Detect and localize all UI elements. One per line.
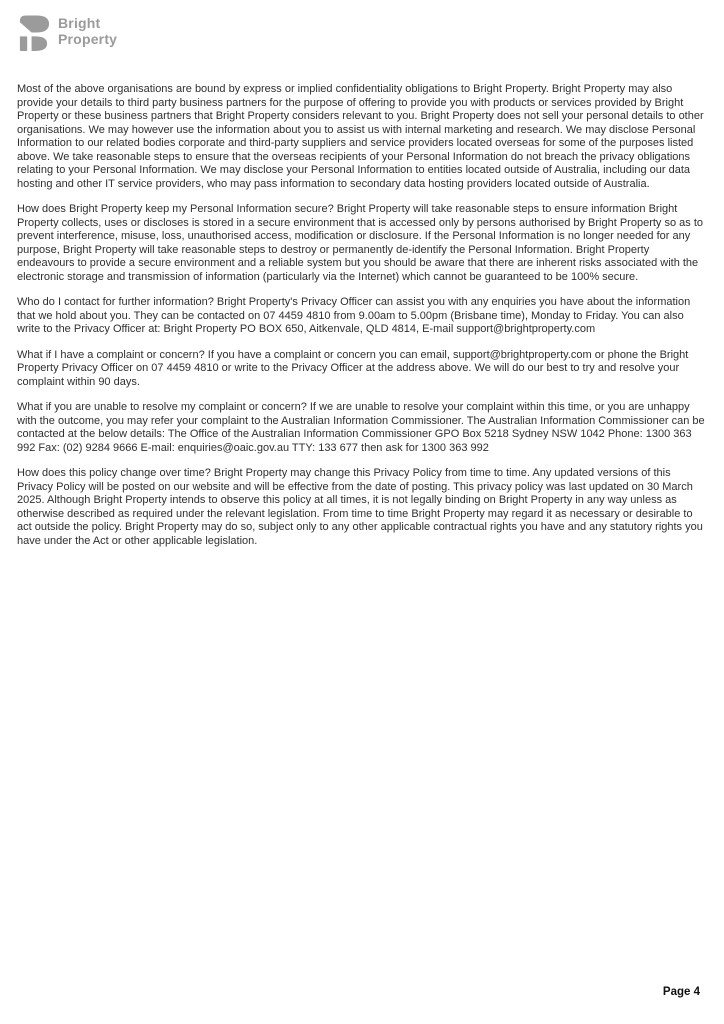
paragraph-contact-privacy-officer: Who do I contact for further information? Bright Property's Privacy Officer can assist you with any enquiries you have about the information that we hold about you. They can be contacted on 07 4459 4810 from 9.00am to 5.00pm (Brisbane time), Monday to Friday. You can also write to the Privacy Officer at: Bright Property PO BOX 650, Aitkenvale, QLD 4814, E-mail support@brightproperty.com xyxy=(17,296,691,335)
paragraph-unresolved-complaint: What if you are unable to resolve my complaint or concern? If we are unable to resolve your complaint within this time, or you are unhappy with the outcome, you may refer your complaint to the Australian Information Commissioner. The Australian Information Commissioner can be contacted at the below details: The Office of the Australian Information Commissioner GPO Box 5218 Sydney NSW 1042 Phone: 1300 363 992 Fax: (02) 9284 9666 E-mail: enquiries@oaic.gov.au TTY: 133 677 then ask for 1300 363 992 xyxy=(17,401,705,454)
paragraph-third-party-disclosure: Most of the above organisations are bound by express or implied confidentiality obligations to Bright Property. Bright Property may also provide your details to third party business partners for the purpose of offering to provide you with products or services provided by Bright Property or these business partners that Bright Property considers relevant to you. Bright Property does not sell your personal details to other organisations. We may however use the information about you to assist us with internal marketing and research. We may disclose Personal Information to our related bodies corporate and third-party suppliers and service providers located overseas for some of the purposes listed above. We take reasonable steps to ensure that the overseas recipients of your Personal Information do not breach the privacy obligations relating to your Personal Information. We may disclose your Personal Information to entities located outside of Australia, including our data hosting and other IT service providers, who may pass information to secondary data hosting providers located outside of Australia. xyxy=(17,83,704,190)
paragraph-complaint-process: What if I have a complaint or concern? If you have a complaint or concern you can email, support@brightproperty.com or phone the Bright Property Privacy Officer on 07 4459 4810 or write to the Privacy Officer at the address above. We will do our best to try and resolve your complaint within 90 days. xyxy=(17,348,689,388)
header xyxy=(17,14,117,51)
bright-property-logo-icon xyxy=(17,14,50,51)
page-footer xyxy=(663,986,700,998)
paragraph-information-security: How does Bright Property keep my Personal Information secure? Bright Property will take reasonable steps to ensure information Bright Property collects, uses or discloses is stored in a secure environment that is accessed only by persons authorised by Bright Property so as to prevent interference, misuse, loss, unauthorised access, modification or disclosure. If the Personal Information is no longer needed for any purpose, Bright Property will take reasonable steps to destroy or permanently de-identify the Personal Information. Bright Property endeavours to provide a secure environment and a reliable system but you should be aware that there are inherent risks associated with the electronic storage and transmission of information (particularly via the Internet) which cannot be guaranteed to be 100% secure. xyxy=(17,203,703,283)
brand-wordmark xyxy=(58,14,117,47)
brand-name-line1: Bright xyxy=(58,15,101,31)
paragraph-policy-changes: How does this policy change over time? Bright Property may change this Privacy Policy from time to time. Any updated versions of this Privacy Policy will be posted on our website and will be effective from the date of posting. This privacy policy was last updated on 30 March 2025. Although Bright Property intends to observe this policy at all times, it is not legally binding on Bright Property in any way unless as otherwise described as required under the relevant legislation. From time to time Bright Property may regard it as necessary or desirable to act outside the policy. Bright Property may do so, subject only to any other applicable contractual rights you have and any statutory rights you have under the Act or other applicable legislation. xyxy=(17,467,703,547)
brand-name-line2: Property xyxy=(58,30,118,47)
privacy-policy-body xyxy=(17,83,708,560)
page-number: Page 4 xyxy=(662,986,700,998)
